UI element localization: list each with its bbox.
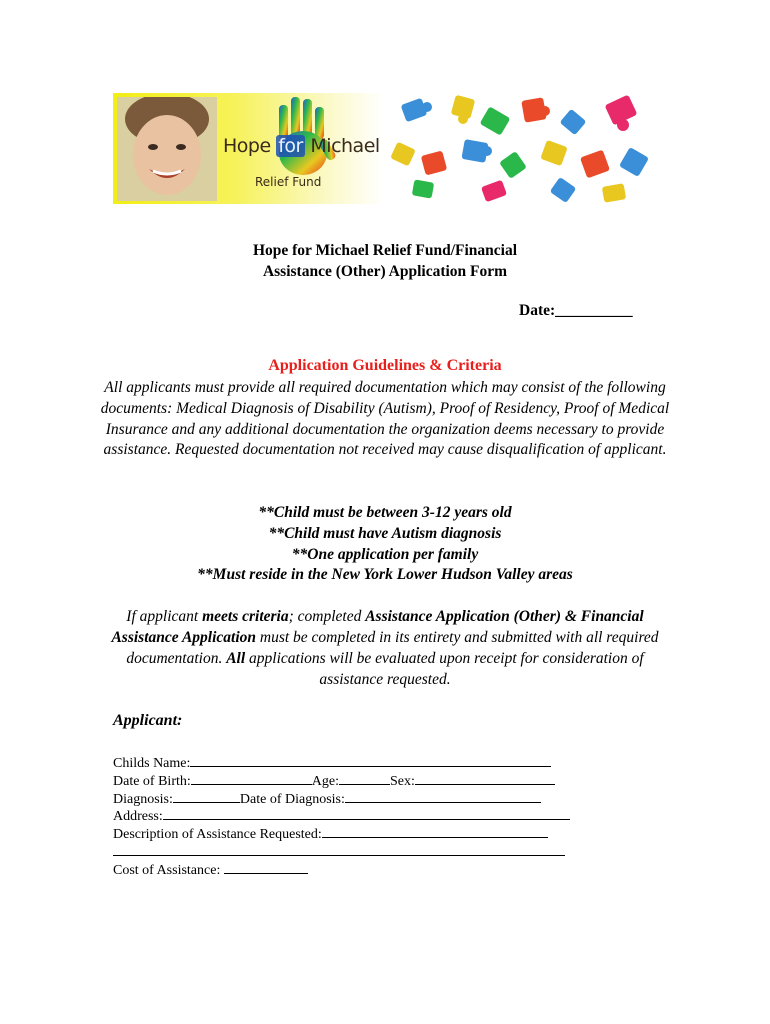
applicant-heading: Applicant: — [113, 712, 183, 729]
hope-for-michael-banner — [113, 93, 658, 204]
dob-field[interactable] — [191, 771, 312, 785]
date-of-diagnosis-field[interactable] — [345, 789, 541, 803]
cost-field[interactable] — [224, 860, 308, 874]
banner-logo-panel — [113, 93, 383, 204]
childs-name-field[interactable] — [190, 753, 551, 767]
description-row — [113, 824, 570, 842]
logo-title-michael: Michael — [310, 135, 380, 157]
date-field: Date:__________ — [519, 302, 633, 319]
address-label: Address: — [113, 809, 163, 825]
criteria-item-one-per-family: **One application per family — [291, 545, 479, 563]
cost-row — [113, 860, 570, 878]
childs-name-row — [113, 753, 570, 771]
dob-label: Date of Birth: — [113, 773, 191, 789]
description-field[interactable] — [322, 824, 548, 838]
sex-field[interactable] — [415, 771, 555, 785]
description-continuation-field[interactable] — [113, 842, 565, 856]
puzzle-pieces-icon — [383, 93, 658, 204]
logo-title — [223, 135, 380, 157]
date-of-diagnosis-label: Date of Diagnosis: — [239, 791, 345, 807]
instructions-text-2: ; completed — [288, 608, 366, 625]
instructions-bold-criteria: meets criteria — [202, 608, 289, 625]
address-field[interactable] — [163, 806, 570, 820]
child-photo — [117, 97, 217, 201]
guidelines-body: All applicants must provide all required documentation which may consist of the following documents: Medical Diagnosis of Disability (Autism), Proof of Residency, Proof of Medical Insurance and any additional documentation the organization deems necessary to provide assistance. Requested documentation not received may cause disqualification of applicant. — [100, 379, 670, 459]
criteria-list — [0, 503, 770, 586]
form-title-line-1: Hope for Michael Relief Fund/Financial — [252, 242, 518, 259]
logo-subtitle: Relief Fund — [255, 175, 322, 189]
childs-name-label: Childs Name: — [113, 756, 191, 771]
diagnosis-label: Diagnosis: — [113, 791, 173, 807]
dob-row — [113, 771, 570, 789]
applicant-fields — [113, 753, 570, 878]
criteria-item-diagnosis: **Child must have Autism diagnosis — [268, 524, 502, 542]
application-instructions — [103, 606, 667, 690]
age-field[interactable] — [339, 771, 390, 785]
logo-title-hope: Hope — [223, 135, 271, 157]
instructions-bold-all: All — [226, 650, 246, 667]
age-label: Age: — [311, 773, 339, 789]
description-continuation-row — [113, 842, 570, 860]
form-title-line-2: Assistance (Other) Application Form — [262, 263, 508, 280]
instructions-text-4: applications will be evaluated upon receipt for consideration of assistance requested. — [245, 650, 644, 688]
criteria-item-age: **Child must be between 3-12 years old — [258, 504, 512, 521]
criteria-item-residence: **Must reside in the New York Lower Hudson Valley areas — [197, 566, 573, 584]
guidelines-heading: Application Guidelines & Criteria — [268, 357, 502, 374]
instructions-bold-applications: Assistance Application (Other) & Financial Assistance Application — [111, 608, 644, 646]
diagnosis-field[interactable] — [173, 789, 240, 803]
puzzle-pieces-image — [383, 93, 658, 204]
instructions-text-1: If applicant — [126, 608, 203, 625]
logo-title-for: for — [278, 135, 303, 157]
cost-label: Cost of Assistance: — [113, 862, 224, 878]
sex-label: Sex: — [389, 773, 415, 789]
instructions-text-3: must be completed in its entirety and submitted with all required documentation. — [126, 629, 659, 667]
diagnosis-row — [113, 789, 570, 807]
address-row — [113, 806, 570, 824]
description-label: Description of Assistance Requested: — [113, 827, 322, 843]
